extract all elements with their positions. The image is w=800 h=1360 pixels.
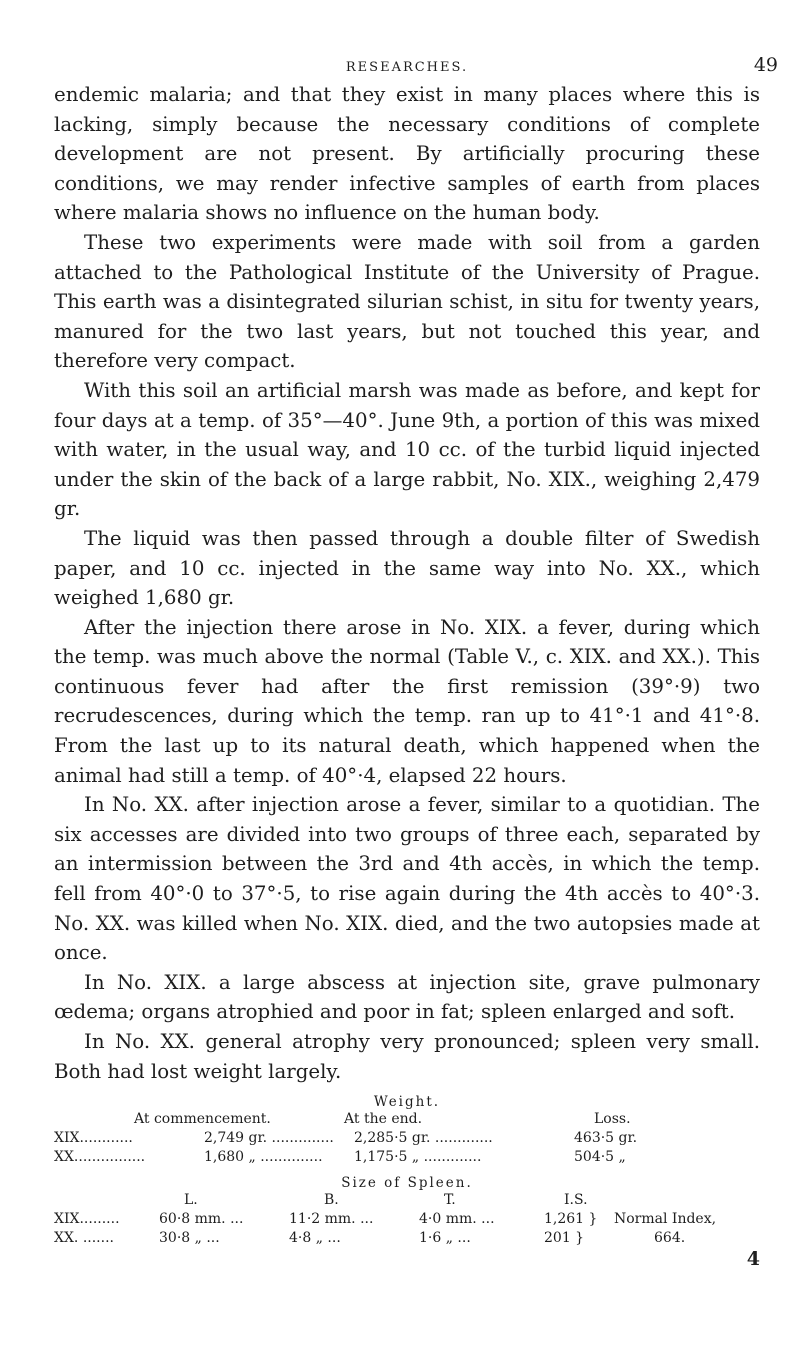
spleen-header-t: T.: [444, 1192, 456, 1209]
spleen-row-b: 11·2 mm. ...: [289, 1211, 374, 1228]
signature-mark: 4: [746, 1248, 760, 1271]
spleen-normal-index-label: Normal Index,: [614, 1211, 717, 1228]
spleen-row-t: 4·0 mm. ...: [419, 1211, 495, 1228]
spleen-row-label: XX. .......: [54, 1230, 114, 1247]
weight-row-start: 1,680 „ ..............: [204, 1149, 323, 1166]
spleen-row-l: 30·8 „ ...: [159, 1230, 220, 1247]
paragraph-8: [54, 1027, 760, 1086]
spleen-row-label: XIX.........: [54, 1211, 120, 1228]
paragraph-4-text: The liquid was then passed through a double filter of Swedish paper, and 10 cc. injected in the same way into No. XX., which weighed 1,680 gr.: [54, 526, 760, 610]
page: [54, 0, 778, 1272]
page-number: 49: [753, 54, 778, 76]
table-row: [54, 1210, 760, 1229]
weight-row-loss: 463·5 gr.: [574, 1130, 638, 1147]
spleen-row-l: 60·8 mm. ...: [159, 1211, 244, 1228]
weight-table: [54, 1110, 760, 1167]
paragraph-6-text: In No. XX. after injection arose a fever, similar to a quotidian. The six accesses are divided into two groups of three each, separated by an intermission between the 3rd and 4th accès, in which the temp. fell from 40°·0 to 37°·5, to rise again during the 4th accès to 40°·3. No. XX. was killed when No. XIX. died, and the two autopsies made at once.: [54, 793, 760, 965]
weight-row-label: XIX............: [54, 1130, 133, 1147]
spleen-normal-index-value: 664.: [654, 1230, 686, 1247]
paragraph-2-text: These two experiments were made with soil from a garden attached to the Pathological Institute of the University of Prague. This earth was a disintegrated silurian schist, in situ for twenty years, manured for the two last years, but not touched this year, and therefore very compact.: [54, 230, 760, 373]
spleen-row-is: 201 }: [544, 1230, 585, 1247]
paragraph-1-text: endemic malaria; and that they exist in many places where this is lacking, simply because the necessary conditions of complete development are not present. By artificially procuring these conditions, we may render infective samples of earth from places where malaria shows no influence on the human body.: [54, 83, 760, 225]
weight-table-title: Weight.: [373, 1094, 441, 1111]
weight-row-loss: 504·5 „: [574, 1149, 626, 1166]
page-header: [54, 0, 778, 76]
spleen-row-b: 4·8 „ ...: [289, 1230, 341, 1247]
weight-row-end: 1,175·5 „ .............: [354, 1149, 482, 1166]
spleen-table-header: [54, 1191, 760, 1210]
running-head: RESEARCHES.: [345, 60, 469, 75]
weight-header-loss: Loss.: [594, 1111, 631, 1128]
paragraph-5: [54, 613, 760, 791]
weight-header-end: At the end.: [344, 1111, 423, 1128]
spleen-header-b: B.: [324, 1192, 339, 1209]
paragraph-1: [54, 80, 760, 228]
weight-row-end: 2,285·5 gr. .............: [354, 1130, 493, 1147]
paragraph-3-text: With this soil an artificial marsh was made as before, and kept for four days at a temp. of 35°—40°. June 9th, a portion of this was mixed with water, in the usual way, and 10 cc. of the turbid liquid injected under the skin of the back of a large rabbit, No. XIX., weighing 2,479 gr.: [54, 378, 760, 521]
spleen-row-t: 1·6 „ ...: [419, 1230, 471, 1247]
weight-table-header: [54, 1110, 760, 1129]
paragraph-7-text: In No. XIX. a large abscess at injection site, grave pulmonary œdema; organs atrophied and poor in fat; spleen enlarged and soft.: [54, 970, 760, 1024]
paragraph-7: [54, 968, 760, 1027]
paragraph-3: [54, 376, 760, 524]
paragraph-5-text: After the injection there arose in No. XIX. a fever, during which the temp. was much above the normal (Table V., c. XIX. and XX.). This continuous fever had after the first remission (39°·9) two recrudescences, during which the temp. ran up to 41°·1 and 41°·8. From the last up to its natural death, which happened when the animal had still a temp. of 40°·4, elapsed 22 hours.: [54, 615, 760, 787]
spleen-header-l: L.: [184, 1192, 198, 1209]
paragraph-8-text: In No. XX. general atrophy very pronounced; spleen very small. Both had lost weight largely.: [54, 1030, 760, 1083]
weight-row-start: 2,749 gr. ..............: [204, 1130, 334, 1147]
spleen-table-title: Size of Spleen.: [341, 1175, 473, 1192]
spleen-header-is: I.S.: [564, 1192, 588, 1209]
table-row: [54, 1229, 760, 1248]
spleen-row-is: 1,261 }: [544, 1211, 598, 1228]
paragraph-6: [54, 790, 760, 968]
page-footer: [54, 1248, 760, 1272]
table-row: [54, 1129, 760, 1148]
paragraph-2: [54, 228, 760, 376]
weight-row-label: XX................: [54, 1149, 146, 1166]
weight-header-commencement: At commencement.: [134, 1111, 271, 1128]
paragraph-4: [54, 524, 760, 613]
spleen-table: [54, 1191, 760, 1248]
table-row: [54, 1148, 760, 1167]
